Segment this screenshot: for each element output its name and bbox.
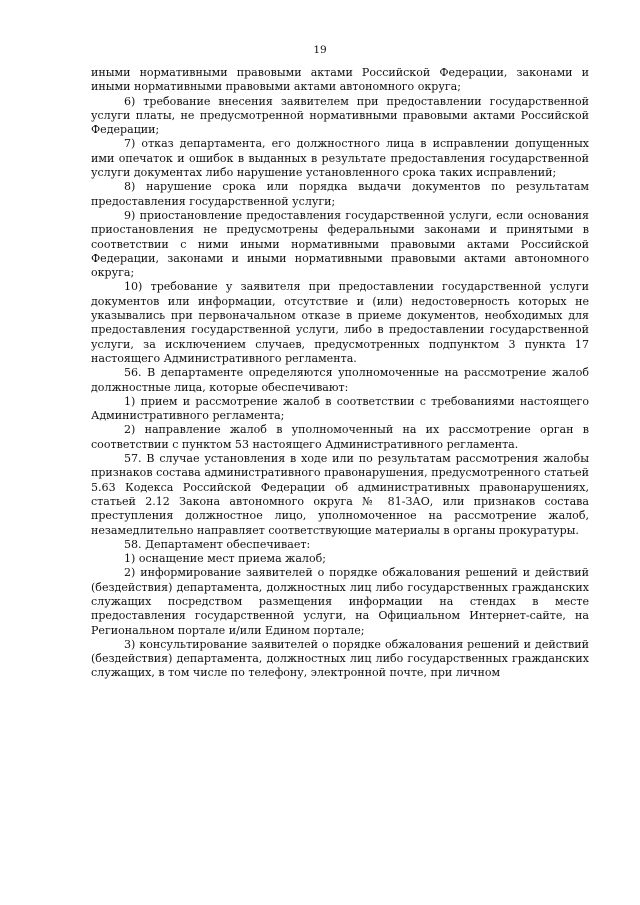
page-number: 19 — [313, 44, 327, 56]
document-body — [91, 66, 589, 681]
paragraph: 8) нарушение срока или порядка выдачи документов по результатам предоставления государственной услуги; — [91, 180, 589, 208]
paragraph: 1) оснащение мест приема жалоб; — [124, 552, 326, 566]
paragraph: 57. В случае установления в ходе или по результатам рассмотрения жалобы признаков состава административного правонарушения, предусмотренного статьей 5.63 Кодекса Российской Федерации об административных правонарушениях, статьей 2.12 Закона автономного округа № 81-ЗАО, или признаков состава преступления должностное лицо, уполномоченное на рассмотрение жалоб, незамедлительно направляет соответствующие материалы в органы прокуратуры. — [91, 452, 589, 537]
paragraph: 2) направление жалоб в уполномоченный на их рассмотрение орган в соответствии с пунктом 53 настоящего Административного регламента. — [91, 423, 589, 451]
paragraph: 7) отказ департамента, его должностного лица в исправлении допущенных ими опечаток и ошибок в выданных в результате предоставления государственной услуги документах либо нарушение установленного срока таких исправлений; — [91, 137, 589, 180]
paragraph: 10) требование у заявителя при предоставлении государственной услуги документов или информации, отсутствие и (или) недостоверность которых не указывались при первоначальном отказе в приеме документов, необходимых для предоставления государственной услуги, либо в предоставлении государственной услуги, за исключением случаев, предусмотренных подпунктом 3 пункта 17 настоящего Административного регламента. — [91, 280, 589, 365]
paragraph: 9) приостановление предоставления государственной услуги, если основания приостановления не предусмотрены федеральными законами и принятыми в соответствии с ними иными нормативными правовыми актами Российской Федерации, законами и иными нормативными правовыми актами автономного округа; — [91, 208, 589, 280]
paragraph: 2) информирование заявителей о порядке обжалования решений и действий (бездействия) департамента, должностных лиц либо государственных гражданских служащих посредством размещения информации на стендах в месте предоставления государственной услуги, на Официальном Интернет-сайте, на Региональном портале и/или Едином портале; — [91, 566, 589, 637]
paragraph: 3) консультирование заявителей о порядке обжалования решений и действий (бездействия) департамента, должностных лиц либо государственных гражданских служащих, в том числе по телефону, электронной почте, при личном — [91, 637, 589, 680]
paragraph: иными нормативными правовыми актами Российской Федерации, законами и иными нормативными правовыми актами автономного округа; — [91, 66, 589, 94]
paragraph: 56. В департаменте определяются уполномоченные на рассмотрение жалоб должностные лица, которые обеспечивают: — [91, 366, 589, 394]
paragraph: 1) прием и рассмотрение жалоб в соответствии с требованиями настоящего Административного регламента; — [91, 394, 589, 423]
paragraph: 6) требование внесения заявителем при предоставлении государственной услуги платы, не предусмотренной нормативными правовыми актами Российской Федерации; — [91, 94, 589, 137]
paragraph: 58. Департамент обеспечивает: — [124, 537, 311, 551]
